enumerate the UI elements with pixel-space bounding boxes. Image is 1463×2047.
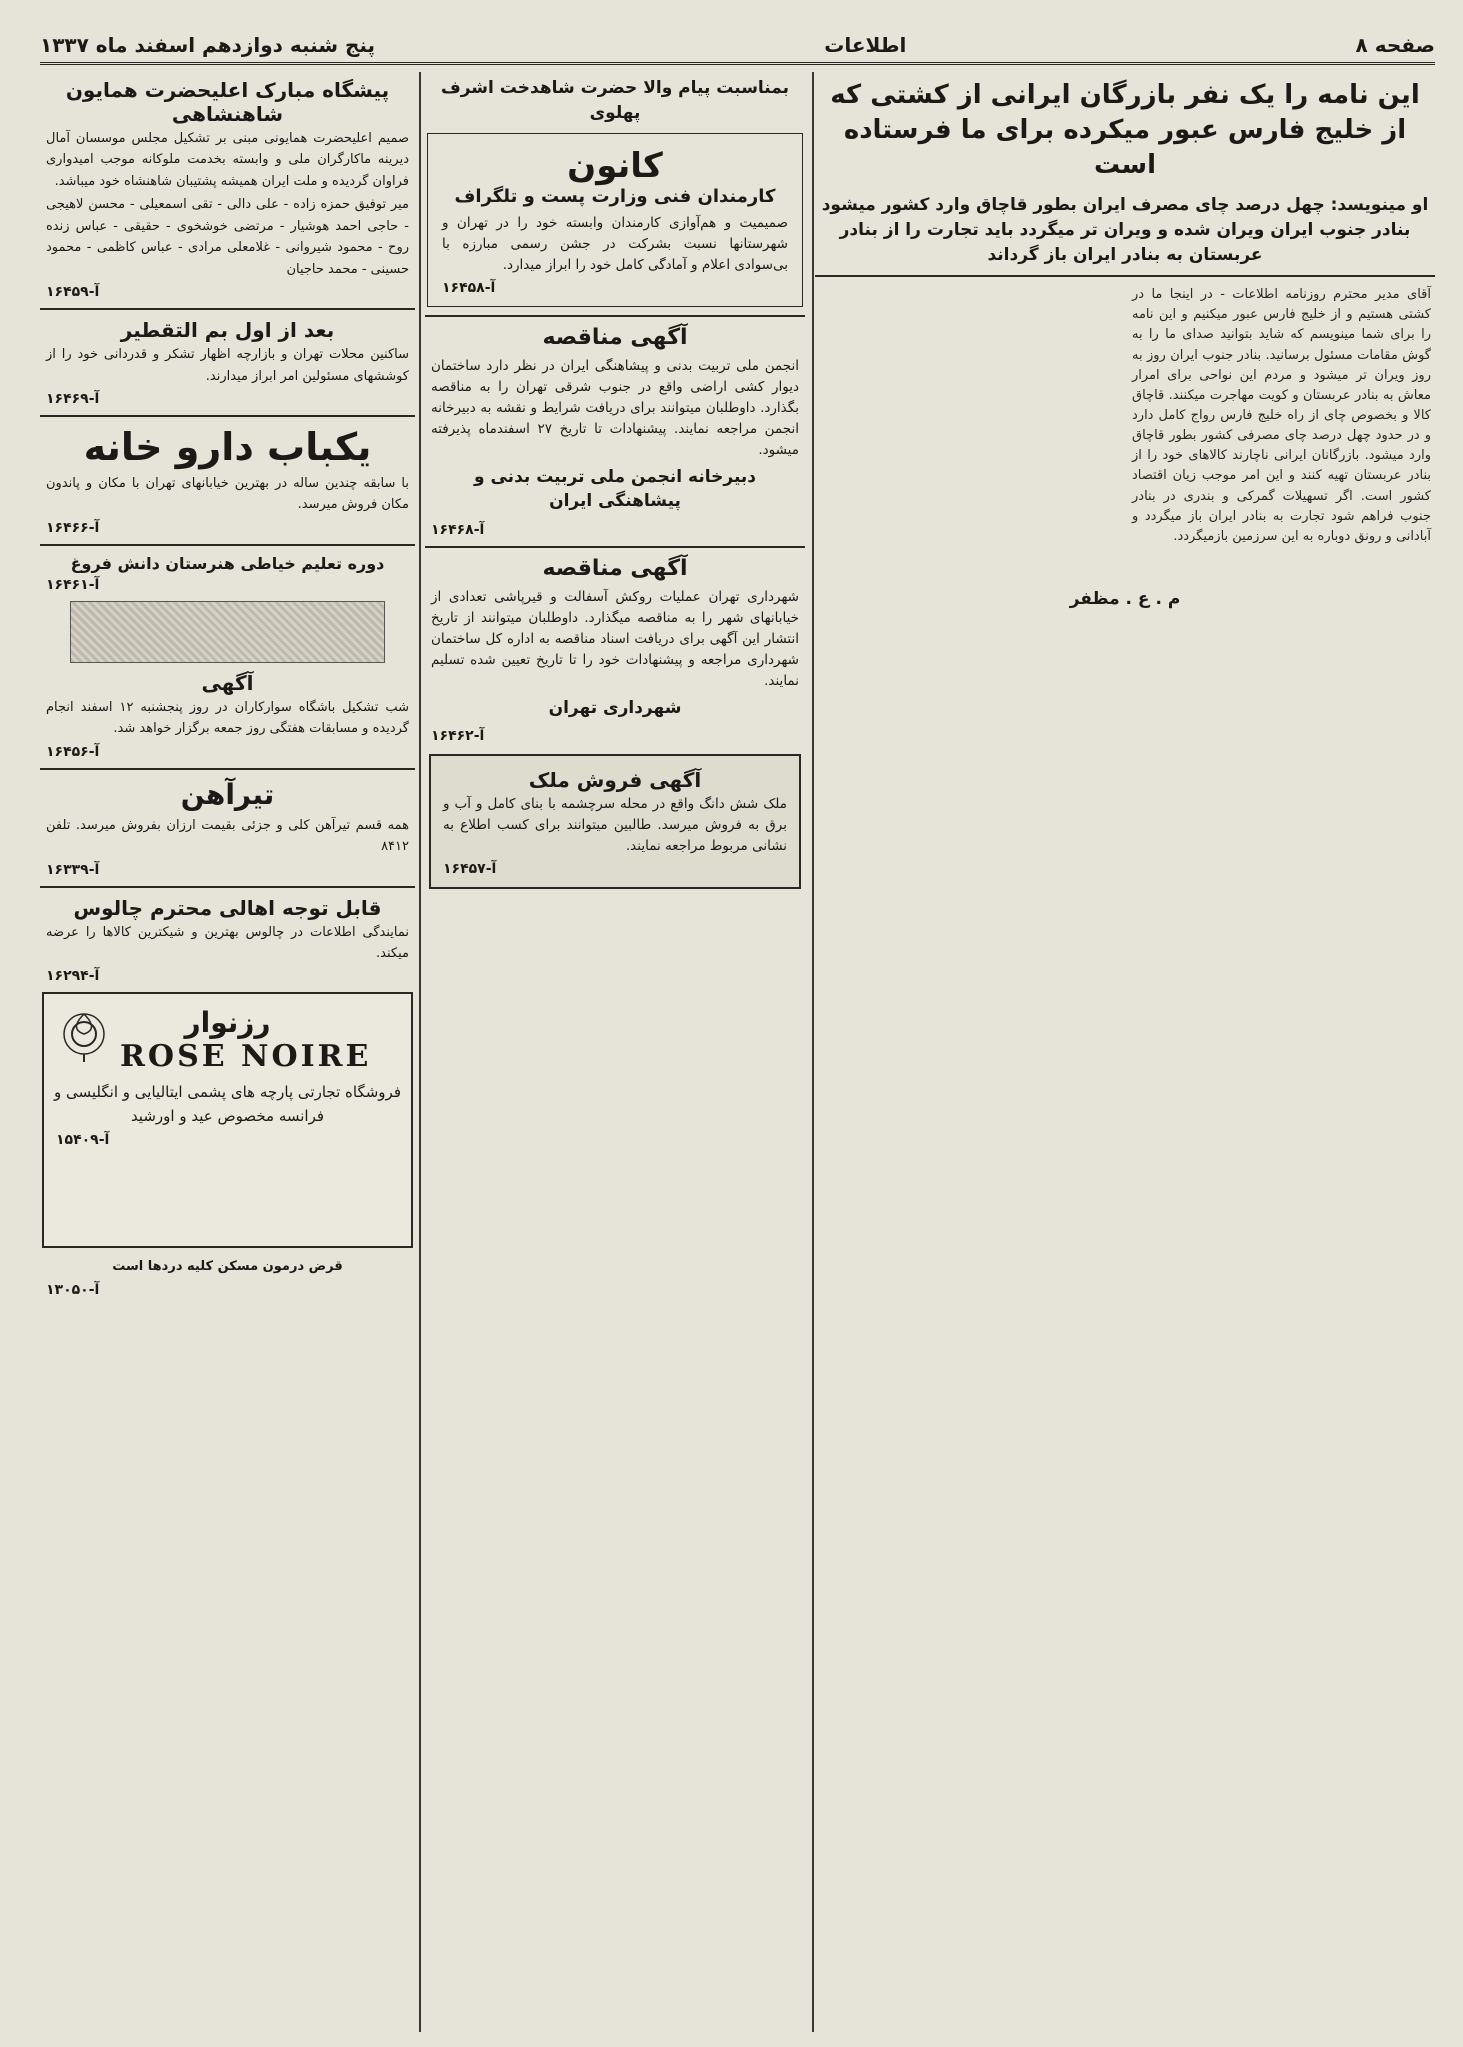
signatory-names: میر توفیق حمزه زاده - علی دالی - تقی اسمعیلی - محسن لاهیجی - حاجی احمد هوشیار - مرتضی خوشخوی - حقیقی - عباس زنده روح - محمود شیروانی - غلامعلی مرادی - عباس کاظمی - محمود حسینی - محمد حاجیان: [46, 197, 409, 277]
divider: [425, 546, 805, 548]
main-headline: این نامه را یک نفر بازرگان ایرانی از کشتی که از خلیج فارس عبور میکرده برای ما فرستاده است: [830, 80, 1420, 181]
thanks-title: بعد از اول بم التقطیر: [120, 318, 335, 343]
occasion-title: بمناسبت پیام والا حضرت شاهدخت اشرف پهلوی: [440, 78, 790, 123]
names-code: آ-۱۶۴۵۹: [46, 284, 100, 301]
property-sale-ad: [429, 754, 801, 889]
column-divider: [419, 72, 421, 2032]
rose-noire-ad: [42, 992, 413, 1248]
tender1-title: آگهی مناقصه: [542, 325, 688, 351]
middle-column: [425, 72, 805, 2032]
right-column: [815, 72, 1435, 2032]
page-header: [40, 28, 1435, 65]
horse-race-illustration: [70, 601, 385, 663]
tender2-signature: شهرداری تهران: [548, 697, 682, 718]
divider: [815, 275, 1435, 277]
sale-code: آ-۱۶۴۵۷: [443, 860, 497, 877]
sale-title: آگهی فروش ملک: [528, 768, 702, 793]
kanoon-text: صمیمیت و هم‌آوازی کارمندان وابسته خود را در تهران و شهرستانها نسبت بشرکت در جشن رسمی مبارزه با بی‌سوادی اعلام و آمادگی کامل خود را ابراز میدارد.: [442, 215, 788, 274]
sale-text: ملک شش دانگ واقع در محله سرچشمه با بنای کامل و آب و برق به فروش میرسد. طالبین میتوانند برای کسب اطلاع به نشانی مربوط مراجعه نمایند.: [443, 796, 787, 855]
column-divider: [812, 72, 814, 2032]
tender2-title: آگهی مناقصه: [542, 555, 688, 581]
kanoon-code: آ-۱۶۴۵۸: [442, 280, 496, 297]
tender1-signature: دبیرخانه انجمن ملی تربیت بدنی و پیشاهنگی ایران: [474, 466, 756, 512]
divider: [425, 315, 805, 317]
pharmacy-code: آ-۱۶۴۶۶: [46, 519, 100, 536]
school-title: دوره تعلیم خیاطی هنرستان دانش فروغ: [70, 553, 385, 573]
issue-date: پنج شنبه دوازدهم اسفند ماه ۱۳۳۷: [40, 33, 376, 57]
kanoon-subtitle: کارمندان فنی وزارت پست و تلگراف: [454, 186, 776, 208]
pharmacy-banner: یکباب دارو خانه: [83, 424, 372, 469]
pharmacy-text: با سابقه چندین ساله در بهترین خیابانهای تهران با مکان و پاندون مکان فروش میرسد.: [46, 475, 409, 513]
article-text-continued: [819, 285, 1118, 547]
loan-text: قرض درمون مسکن کلیه دردها است: [112, 1259, 343, 1275]
rose-latin-name: ROSE NOIRE: [120, 1039, 372, 1075]
chalus-code: آ-۱۶۲۹۴: [46, 968, 100, 985]
greeting-text: صمیم اعلیحضرت همایونی مبنی بر تشکیل مجلس موسسان آمال دیرینه ماکارگران ملی و وابسته بخدمت ملوکانه موجب امیدواری فراوان گردیده و ملت ایران همیشه پشتیبان شاهنشاه خود میباشد.: [46, 131, 409, 189]
divider: [40, 415, 415, 417]
thanks-code: آ-۱۶۴۶۹: [46, 390, 100, 407]
article-signature: م . ع . مظفر: [1069, 589, 1181, 610]
thanks-text: ساکنین محلات تهران و بازارچه اظهار تشکر و قدردانی خود را از کوششهای مسئولین امر ابراز میدارند.: [46, 347, 409, 384]
divider: [40, 768, 415, 770]
tender2-code: آ-۱۶۴۶۲: [431, 728, 485, 745]
chalus-text: نمایندگی اطلاعات در چالوس بهترین و شیکترین کالاها را عرضه میکند.: [46, 924, 409, 961]
iron-text: همه قسم تیرآهن کلی و جزئی بقیمت ارزان بفروش میرسد. تلفن ۸۴۱۲: [46, 817, 409, 855]
loan-code: آ-۱۳۰۵۰: [46, 1281, 100, 1298]
rose-code: آ-۱۵۴۰۹: [56, 1132, 110, 1149]
article-body: [819, 285, 1431, 547]
notice-title: آگهی: [201, 670, 254, 695]
notice-text: شب تشکیل باشگاه سوارکاران در روز پنجشنبه ۱۲ اسفند انجام گردیده و مسابقات هفتگی روز جمعه برگزار خواهد شد.: [46, 699, 410, 737]
tender1-text: انجمن ملی تربیت بدنی و پیشاهنگی ایران در نظر دارد ساختمان دیوار کشی اراضی واقع در جنوب شرقی تهران را به مناقصه بگذارد. داوطلبان میتوانند برای دریافت شرایط و نقشه به دبیرخانه انجمن مراجعه نمایند. پیشنهادات تا تاریخ ۲۷ اسفندماه پذیرفته میشود.: [431, 358, 799, 458]
page-number: صفحه ۸: [1355, 33, 1435, 57]
divider: [40, 308, 415, 310]
kanoon-title: کانون: [567, 146, 663, 187]
divider: [40, 886, 415, 888]
newspaper-name: اطلاعات: [824, 33, 907, 57]
school-code: آ-۱۶۴۶۱: [46, 576, 100, 593]
left-column: [40, 72, 415, 2032]
kanoon-announcement: [427, 133, 803, 307]
chalus-title: قابل توجه اهالی محترم چالوس: [73, 895, 382, 920]
notice-code: آ-۱۶۴۵۶: [46, 743, 100, 760]
greeting-title: پیشگاه مبارک اعلیحضرت همایون شاهنشاهی: [65, 78, 390, 126]
iron-title: تیرآهن: [180, 777, 275, 811]
article-text: آقای مدیر محترم روزنامه اطلاعات - در اینجا ما در کشتی هستیم و از خلیج فارس عبور میکنیم و این نامه را برای شما مینویسم که شاید بتوانید صدای ما را به گوش مقامات مسئول برسانید. بنادر جنوب ایران روز به روز ویران تر میشود و مردم این نواحی برای امرار معاش به بنادر عربستان و کویت مهاجرت میکنند. قاچاق کالا و بخصوص چای از راه خلیج فارس رواج کامل دارد و در حدود چهل درصد چای مصرفی کشور بطور قاچاق وارد میشود. بازرگانان ایرانی ناچارند کالاهای خود را از بنادر عربستان تهیه کنند و این امر موجب زیان اقتصاد کشور است. اگر تسهیلات گمرکی و بندری در بنادر جنوب فراهم شود تجارت به بنادر ایران باز میگردد و آبادانی و رونق دوباره به این سرزمین بازمیگردد.: [1132, 287, 1431, 544]
tender2-text: شهرداری تهران عملیات روکش آسفالت و قیرپاشی تعدادی از خیابانهای شهر را به مناقصه میگذارد. داوطلبان میتوانند از تاریخ انتشار این آگهی برای دریافت اسناد مناقصه به اداره کل ساختمان شهرداری مراجعه و پیشنهادات خود را تا تاریخ تعیین شده تسلیم نمایند.: [431, 588, 799, 689]
rose-description: فروشگاه تجارتی پارچه های پشمی ایتالیایی و انگلیسی و فرانسه مخصوص عید و اورشید: [54, 1083, 401, 1126]
divider: [40, 544, 415, 546]
tender1-code: آ-۱۶۴۶۸: [431, 521, 485, 538]
rose-persian-name: رزنوار: [184, 1006, 271, 1040]
rose-icon: [54, 1004, 114, 1064]
sub-headline: او مینویسد: چهل درصد چای مصرف ایران بطور قاچاق وارد کشور میشود بنادر جنوب ایران ویران شده و ویران تر میگردد باید تجارت را از بنادر عربستان به بنادر ایران باز گرداند: [821, 195, 1429, 265]
iron-code: آ-۱۶۳۳۹: [46, 861, 100, 878]
